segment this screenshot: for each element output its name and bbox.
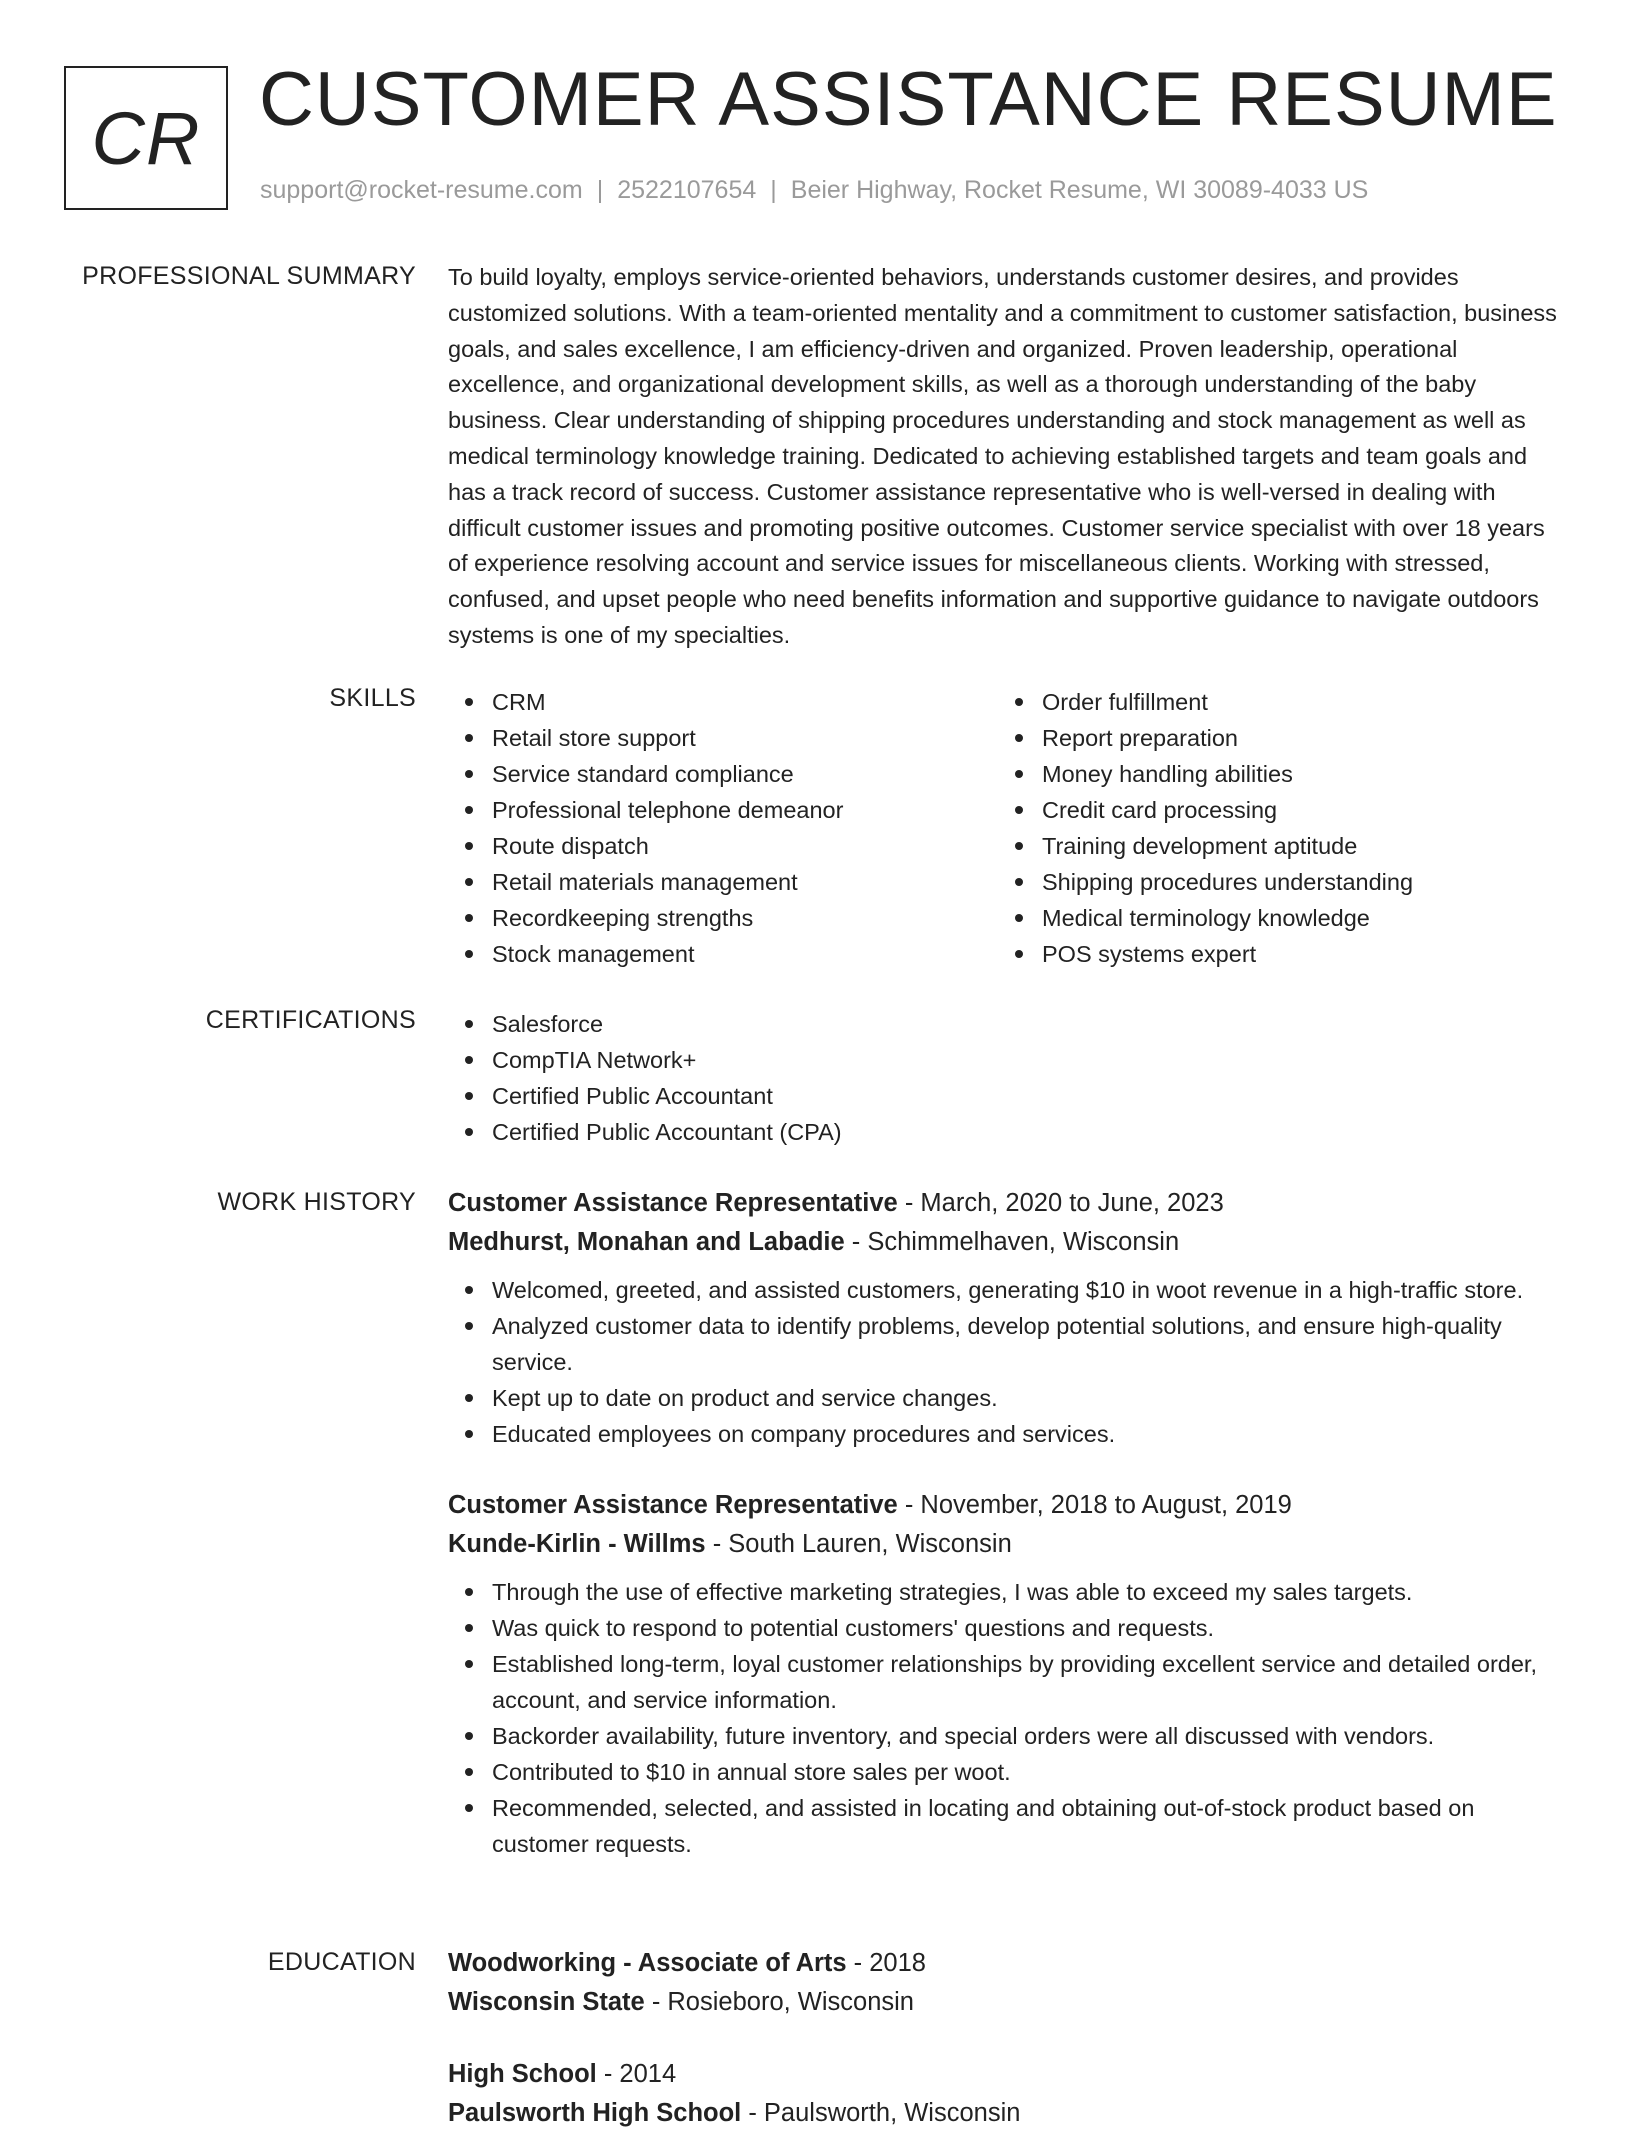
- skill-item: Retail store support: [448, 720, 998, 756]
- education-degree-line: [448, 1944, 1568, 1983]
- skill-item: Credit card processing: [998, 792, 1548, 828]
- skill-item: CRM: [448, 684, 998, 720]
- job-bullet-list: [448, 1272, 1568, 1452]
- education-school-line: [448, 2094, 1568, 2133]
- monogram-initials: CR: [91, 96, 201, 180]
- education-school-line: [448, 1983, 1568, 2022]
- job-company: Kunde-Kirlin - Willms: [448, 1530, 706, 1558]
- skill-item: POS systems expert: [998, 936, 1548, 972]
- job-company-line: [448, 1223, 1568, 1262]
- job-location: - South Lauren, Wisconsin: [705, 1530, 1012, 1558]
- skill-item: Route dispatch: [448, 828, 998, 864]
- job-bullet-list: [448, 1574, 1568, 1862]
- job-bullet: Recommended, selected, and assisted in locating and obtaining out-of-stock product based on customer requests.: [448, 1790, 1568, 1862]
- job-bullet: Analyzed customer data to identify problems, develop potential solutions, and ensure high-quality service.: [448, 1308, 1568, 1380]
- skill-item: Shipping procedures understanding: [998, 864, 1548, 900]
- job-entry: [448, 1486, 1568, 1862]
- resume-title: CUSTOMER ASSISTANCE RESUME: [259, 57, 1558, 142]
- skill-item: Stock management: [448, 936, 998, 972]
- skill-item: Recordkeeping strengths: [448, 900, 998, 936]
- skills-list-right: [998, 684, 1548, 972]
- job-title-line: [448, 1486, 1568, 1525]
- skill-item: Training development aptitude: [998, 828, 1548, 864]
- summary-label: PROFESSIONAL SUMMARY: [82, 262, 416, 290]
- education-degree: Woodworking - Associate of Arts: [448, 1949, 847, 1977]
- contact-separator: |: [770, 176, 777, 204]
- education-year: - 2018: [846, 1949, 926, 1977]
- skills-list-left: [448, 684, 998, 972]
- skill-item: Order fulfillment: [998, 684, 1548, 720]
- education-body: [448, 1944, 1568, 2133]
- education-year: - 2014: [596, 2060, 677, 2088]
- education-location: - Rosieboro, Wisconsin: [644, 1988, 914, 2016]
- job-title: Customer Assistance Representative: [448, 1189, 898, 1217]
- job-title-line: [448, 1184, 1568, 1223]
- education-school: Paulsworth High School: [448, 2099, 742, 2127]
- education-school: Wisconsin State: [448, 1988, 645, 2016]
- work-history-label: WORK HISTORY: [217, 1188, 416, 1216]
- contact-separator: |: [596, 176, 604, 204]
- education-degree: High School: [448, 2060, 597, 2088]
- skills-columns: [448, 684, 1568, 972]
- education-entry: [448, 2055, 1568, 2133]
- job-company: Medhurst, Monahan and Labadie: [448, 1228, 845, 1256]
- job-bullet: Established long-term, loyal customer relationships by providing excellent service and detailed order, account, and service information.: [448, 1646, 1568, 1718]
- skill-item: Professional telephone demeanor: [448, 792, 998, 828]
- certification-item: CompTIA Network+: [448, 1042, 1568, 1078]
- monogram-logo: [64, 66, 228, 210]
- job-bullet: Educated employees on company procedures and services.: [448, 1416, 1568, 1452]
- job-dates: - November, 2018 to August, 2019: [897, 1491, 1292, 1519]
- job-bullet: Was quick to respond to potential customers' questions and requests.: [448, 1610, 1568, 1646]
- certification-item: Certified Public Accountant: [448, 1078, 1568, 1114]
- contact-address: Beier Highway, Rocket Resume, WI 30089-4033 US: [790, 176, 1369, 204]
- skill-item: Money handling abilities: [998, 756, 1548, 792]
- skills-label: SKILLS: [329, 684, 416, 712]
- certification-item: Certified Public Accountant (CPA): [448, 1114, 1568, 1150]
- certifications-label: CERTIFICATIONS: [205, 1006, 416, 1034]
- work-history-body: [448, 1184, 1568, 1862]
- job-bullet: Kept up to date on product and service changes.: [448, 1380, 1568, 1416]
- summary-text: To build loyalty, employs service-oriented behaviors, understands customer desires, and provides customized solutions. With a team-oriented mentality and a commitment to customer satisfaction, business goals, and sales excellence, I am efficiency-driven and organized. Proven leadership, operational excellence, and organizational development skills, as well as a thorough understanding of the baby business. Clear understanding of shipping procedures understanding and stock management as well as medical terminology knowledge training. Dedicated to achieving established targets and team goals and has a track record of success. Customer assistance representative who is well-versed in dealing with difficult customer issues and promoting positive outcomes. Customer service specialist with over 18 years of experience resolving account and service issues for miscellaneous clients. Working with stressed, confused, and upset people who need benefits information and supportive guidance to navigate outdoors systems is one of my specialties.: [448, 264, 1557, 648]
- job-entry: [448, 1184, 1568, 1452]
- skill-item: Service standard compliance: [448, 756, 998, 792]
- education-degree-line: [448, 2055, 1568, 2094]
- skill-item: Medical terminology knowledge: [998, 900, 1548, 936]
- job-bullet: Through the use of effective marketing strategies, I was able to exceed my sales targets.: [448, 1574, 1568, 1610]
- contact-email[interactable]: support@rocket-resume.com: [260, 176, 583, 204]
- contact-phone[interactable]: 2522107654: [617, 176, 757, 204]
- education-label: EDUCATION: [267, 1948, 416, 1976]
- certifications-list: [448, 1006, 1568, 1150]
- job-dates: - March, 2020 to June, 2023: [897, 1189, 1224, 1217]
- skill-item: Retail materials management: [448, 864, 998, 900]
- job-bullet: Welcomed, greeted, and assisted customers, generating $10 in woot revenue in a high-traffic store.: [448, 1272, 1568, 1308]
- education-location: - Paulsworth, Wisconsin: [741, 2099, 1021, 2127]
- contact-line: [260, 176, 1368, 205]
- certification-item: Salesforce: [448, 1006, 1568, 1042]
- job-company-line: [448, 1525, 1568, 1564]
- skill-item: Report preparation: [998, 720, 1548, 756]
- education-entry: [448, 1944, 1568, 2022]
- job-title: Customer Assistance Representative: [448, 1491, 898, 1519]
- job-bullet: Contributed to $10 in annual store sales per woot.: [448, 1754, 1568, 1790]
- job-location: - Schimmelhaven, Wisconsin: [844, 1228, 1180, 1256]
- job-bullet: Backorder availability, future inventory, and special orders were all discussed with vendors.: [448, 1718, 1568, 1754]
